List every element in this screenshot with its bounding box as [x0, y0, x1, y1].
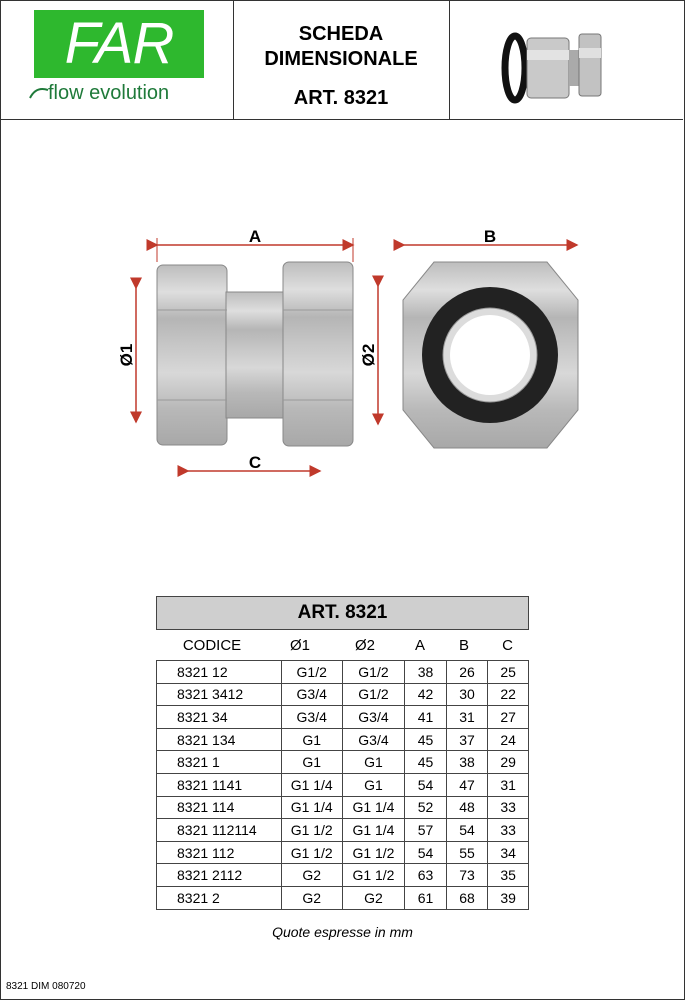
table-cell: 33	[488, 796, 529, 819]
col-header-d2: Ø2	[354, 636, 375, 654]
table-cell: G1 1/2	[281, 841, 342, 864]
table-row	[157, 706, 529, 729]
table-cell: 54	[446, 819, 488, 842]
table-row	[157, 819, 529, 842]
table-cell: G1	[342, 773, 405, 796]
table-row	[157, 751, 529, 774]
table-cell: G1 1/4	[342, 819, 405, 842]
table-row	[157, 773, 529, 796]
col-header-d1: Ø1	[289, 636, 310, 654]
table-cell: G1 1/4	[281, 796, 342, 819]
table-cell: 42	[405, 683, 447, 706]
table-cell: 34	[488, 841, 529, 864]
table-cell: 52	[405, 796, 447, 819]
table-cell: G3/4	[342, 728, 405, 751]
table-cell: G1/2	[342, 683, 405, 706]
table-cell: 37	[446, 728, 488, 751]
table-cell: G1/2	[342, 661, 405, 684]
table-cell: 45	[405, 728, 447, 751]
table-cell: 73	[446, 864, 488, 887]
table-cell: 31	[488, 773, 529, 796]
table-row	[157, 796, 529, 819]
table-cell: G1	[342, 751, 405, 774]
table-cell: 31	[446, 706, 488, 729]
table-cell: G3/4	[281, 683, 342, 706]
col-header-codice: CODICE	[182, 636, 242, 654]
table-cell: 38	[446, 751, 488, 774]
table-row	[157, 661, 529, 684]
table-cell: G1 1/2	[281, 819, 342, 842]
table-cell: G2	[281, 864, 342, 887]
col-header-c: C	[502, 636, 513, 654]
table-cell: 57	[405, 819, 447, 842]
title-line-2: DIMENSIONALE	[264, 48, 418, 70]
table-cell: 39	[488, 886, 529, 909]
table-cell: 55	[446, 841, 488, 864]
table-cell: 8321 1141	[157, 773, 282, 796]
table-row	[157, 841, 529, 864]
table-cell: 68	[446, 886, 488, 909]
dimension-a-label: A	[248, 227, 262, 246]
table-cell: 29	[488, 751, 529, 774]
table-cell: 8321 134	[157, 728, 282, 751]
table-cell: G2	[281, 886, 342, 909]
table-cell: G1 1/4	[342, 796, 405, 819]
table-cell: 41	[405, 706, 447, 729]
table-cell: 54	[405, 841, 447, 864]
units-note: Quote espresse in mm	[272, 924, 413, 940]
dimension-c-label: C	[248, 453, 262, 472]
table-cell: 24	[488, 728, 529, 751]
table-cell: 61	[405, 886, 447, 909]
table-cell: 47	[446, 773, 488, 796]
side-view	[157, 262, 353, 446]
table-row	[157, 886, 529, 909]
table-cell: 22	[488, 683, 529, 706]
table-cell: 8321 112	[157, 841, 282, 864]
diameter-2-label: Ø2	[359, 343, 378, 367]
table-cell: 8321 2112	[157, 864, 282, 887]
table-cell: 27	[488, 706, 529, 729]
col-header-a: A	[414, 636, 425, 654]
table-cell: 8321 34	[157, 706, 282, 729]
table-cell: 48	[446, 796, 488, 819]
front-view	[403, 262, 578, 448]
table-cell: 8321 2	[157, 886, 282, 909]
logo-text: FAR	[64, 11, 174, 76]
table-cell: G1	[281, 728, 342, 751]
diameter-1-label: Ø1	[117, 343, 136, 367]
table-cell: 8321 112114	[157, 819, 282, 842]
table-cell: G1/2	[281, 661, 342, 684]
dimension-b-label: B	[483, 227, 497, 246]
dimensions-table	[156, 596, 529, 910]
table-cell: 54	[405, 773, 447, 796]
table-cell: 25	[488, 661, 529, 684]
article-number: ART. 8321	[293, 87, 389, 109]
table-body	[156, 660, 529, 910]
table-cell: 8321 1	[157, 751, 282, 774]
table-cell: G2	[342, 886, 405, 909]
table-cell: 8321 114	[157, 796, 282, 819]
table-header	[156, 630, 529, 660]
table-cell: 8321 12	[157, 661, 282, 684]
table-cell: G3/4	[342, 706, 405, 729]
table-cell: 30	[446, 683, 488, 706]
document-code: 8321 DIM 080720	[6, 981, 86, 992]
table-row	[157, 864, 529, 887]
table-cell: 35	[488, 864, 529, 887]
col-header-b: B	[458, 636, 469, 654]
table-cell: G1 1/2	[342, 841, 405, 864]
title-line-1: SCHEDA	[298, 23, 384, 45]
table-cell: 33	[488, 819, 529, 842]
table-cell: G1 1/4	[281, 773, 342, 796]
table-cell: G1	[281, 751, 342, 774]
table-title: ART. 8321	[156, 596, 529, 630]
table-cell: 38	[405, 661, 447, 684]
brand-tagline: flow evolution	[48, 82, 170, 104]
table-cell: 63	[405, 864, 447, 887]
table-cell: G3/4	[281, 706, 342, 729]
table-row	[157, 728, 529, 751]
table-cell: G1 1/2	[342, 864, 405, 887]
table-row	[157, 683, 529, 706]
table-cell: 26	[446, 661, 488, 684]
table-cell: 45	[405, 751, 447, 774]
table-cell: 8321 3412	[157, 683, 282, 706]
